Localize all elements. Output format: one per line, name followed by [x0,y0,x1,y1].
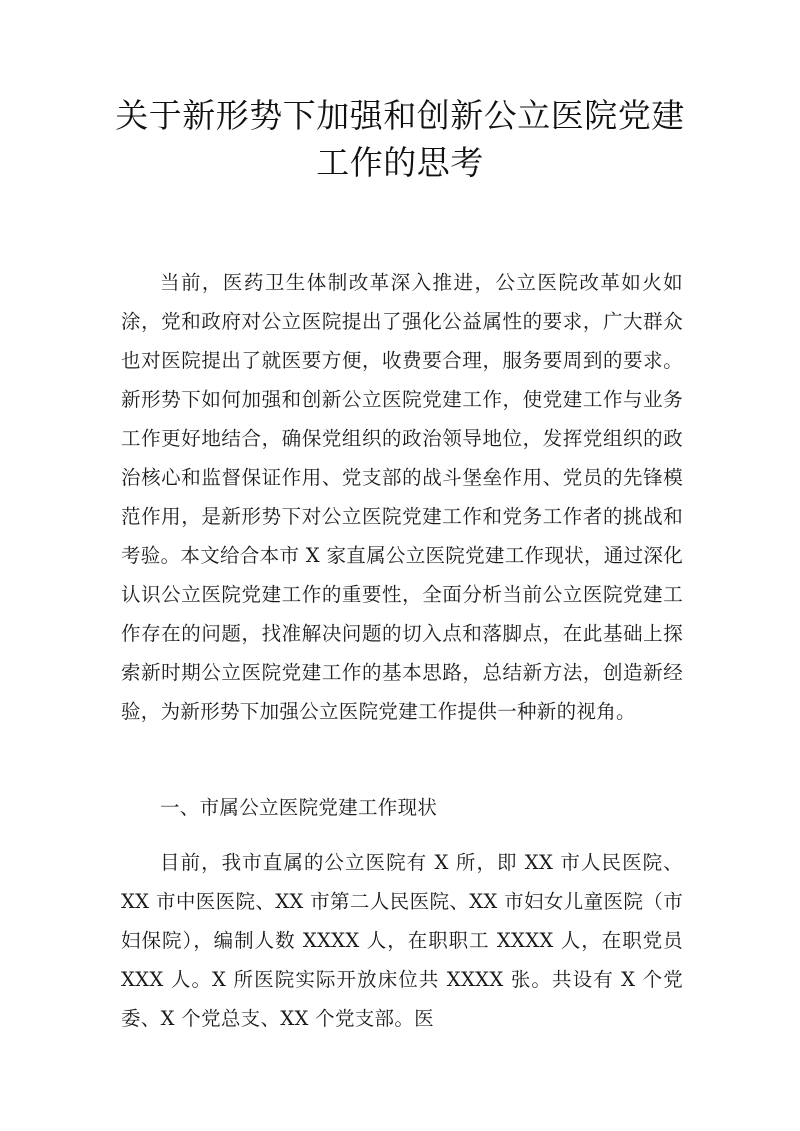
document-title: 关于新形势下加强和创新公立医院党建工作的思考 [115,96,685,182]
section-paragraph: 目前，我市直属的公立医院有 X 所，即 XX 市人民医院、XX 市中医医院、XX 市第二人民医院、XX 市妇女儿童医院（市妇保院），编制人数 XXXX 人，在职职工 XXXX 人，在职党员 XXX 人。X 所医院实际开放床位共 XXXX 张。共设有 X 个党委、X 个党总支、XX 个党支部。医 [121,851,683,1030]
intro-paragraph: 当前，医药卫生体制改革深入推进，公立医院改革如火如涂，党和政府对公立医院提出了强化公益属性的要求，广大群众也对医院提出了就医要方便，收费要合理，服务要周到的要求。新形势下如何加强和创新公立医院党建工作，使党建工作与业务工作更好地结合，确保党组织的政治领导地位，发挥党组织的政治核心和监督保证作用、党支部的战斗堡垒作用、党员的先锋模范作用，是新形势下对公立医院党建工作和党务工作者的挑战和考验。本文给合本市 X 家直属公立医院党建工作现状，通过深化认识公立医院党建工作的重要性，全面分析当前公立医院党建工作存在的问题，找准解决问题的切入点和落脚点，在此基础上探索新时期公立医院党建工作的基本思路，总结新方法，创造新经验，为新形势下加强公立医院党建工作提供一种新的视角。 [121,271,683,723]
section-heading: 一、市属公立医院党建工作现状 [160,796,438,819]
